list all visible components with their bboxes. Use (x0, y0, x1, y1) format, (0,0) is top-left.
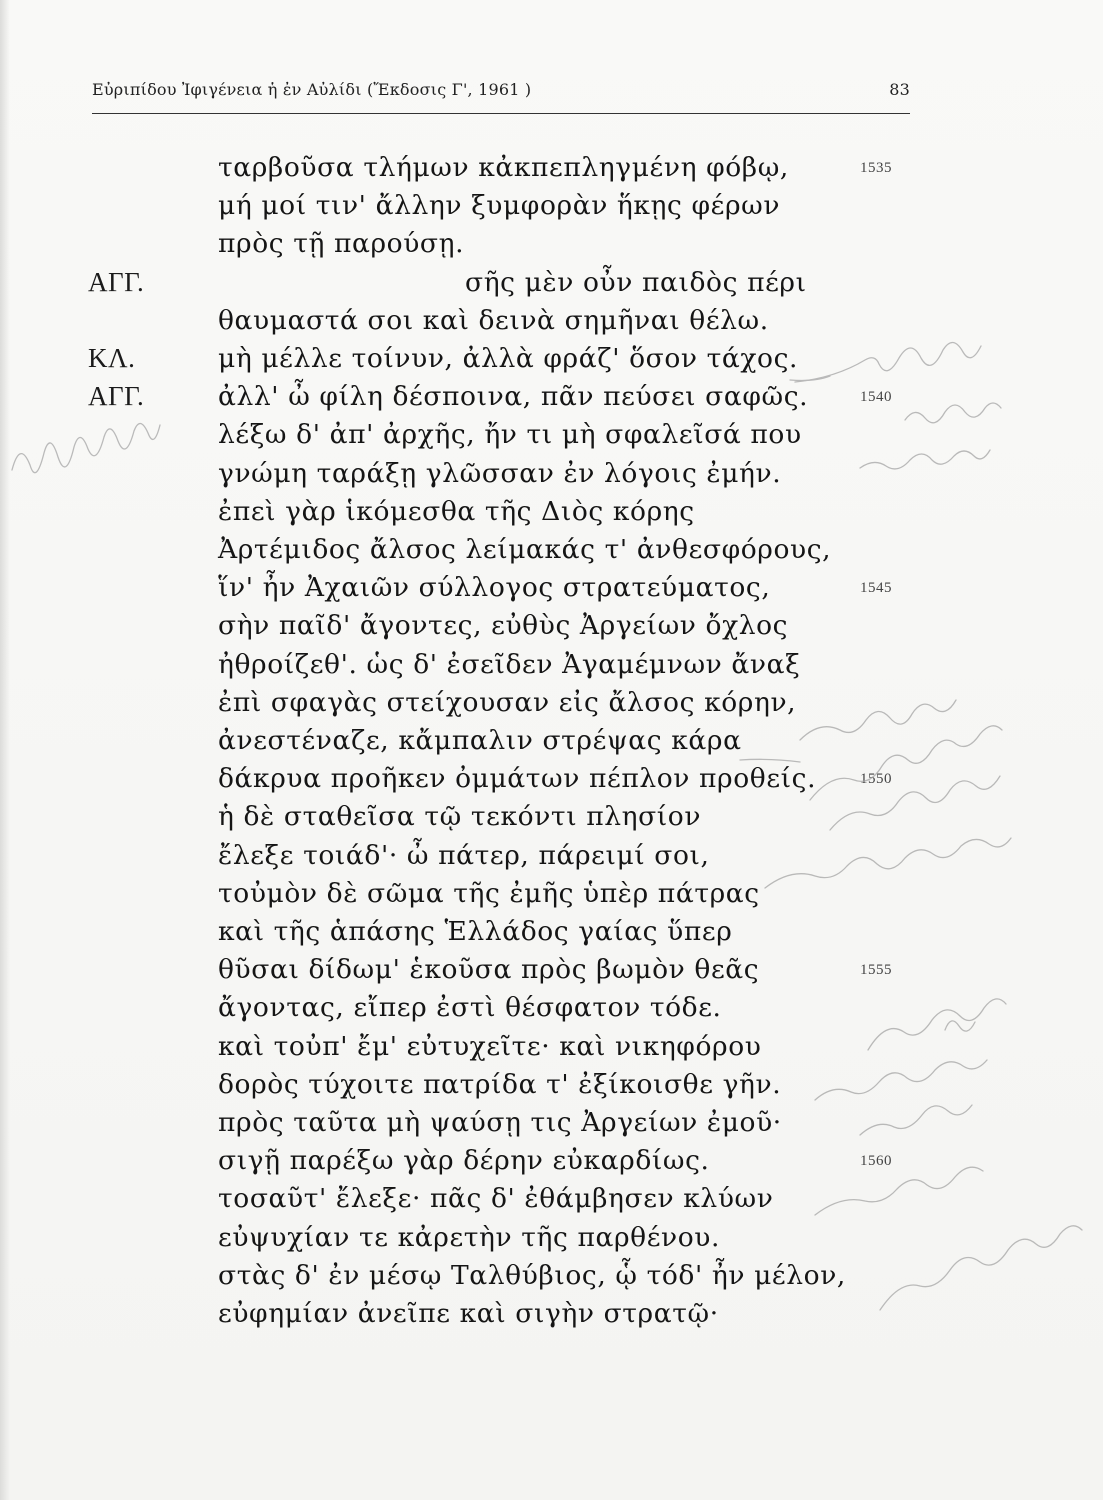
verse-line (0, 496, 1103, 536)
line-number: 1535 (860, 160, 892, 176)
verse-text: τοὐμὸν δὲ σῶμα τῆς ἐμῆς ὑπὲρ πάτρας (218, 877, 760, 909)
verse-line (0, 1031, 1103, 1071)
speaker-label: ΑΓΓ. (88, 266, 145, 297)
line-number: 1560 (860, 1153, 892, 1170)
verse-line (0, 419, 1103, 459)
verse-line (0, 649, 1103, 689)
verse-text: ἠθροίζεθ'. ὡς δ' ἐσεῖδεν Ἀγαμέμνων ἄναξ (218, 648, 801, 680)
running-head-title: Εὐριπίδου Ἰφιγένεια ἡ ἐν Αὐλίδι (Ἔκδοσις Γ', 1961 ) (92, 80, 532, 99)
verse-line (0, 1183, 1103, 1223)
verse-line (0, 610, 1103, 650)
verse-line (0, 534, 1103, 574)
verse-text: Ἀρτέμιδος ἄλσος λείμακάς τ' ἀνθεσφόρους, (218, 534, 832, 565)
verse-text: δορὸς τύχοιτε πατρίδα τ' ἐξίκοισθε γῆν. (218, 1068, 782, 1100)
verse-text: ἐπὶ σφαγὰς στείχουσαν εἰς ἄλσος κόρην, (218, 686, 797, 718)
verse-text: ταρβοῦσα τλήμων κἀκπεπληγμένη φόβῳ, (218, 152, 789, 183)
verse-text: μή μοί τιν' ἄλλην ξυμφορὰν ἥκῃς φέρων (218, 190, 781, 222)
verse-line (0, 1107, 1103, 1147)
verse-line (0, 763, 1103, 803)
verse-text: ἐπεὶ γὰρ ἱκόμεσθα τῆς Διὸς κόρης (218, 495, 695, 527)
verse-text: στὰς δ' ἐν μέσῳ Ταλθύβιος, ᾧ τόδ' ἦν μέλον, (218, 1259, 846, 1291)
verse-line (0, 572, 1103, 612)
verse-text: τοσαῦτ' ἔλεξε· πᾶς δ' ἐθάμβησεν κλύων (218, 1183, 774, 1215)
verse-text: σῆς μὲν οὖν παιδὸς πέρι (465, 266, 807, 298)
verse-text: ἀνεστέναζε, κἄμπαλιν στρέψας κάρα (218, 725, 742, 756)
verse-line (0, 725, 1103, 765)
line-number: 1550 (860, 771, 892, 788)
line-number: 1540 (860, 389, 892, 406)
verse-line (0, 992, 1103, 1032)
verse-text: ἵν' ἦν Ἀχαιῶν σύλλογος στρατεύματος, (218, 572, 771, 604)
verse-text: καὶ τοὐπ' ἔμ' εὐτυχεῖτε· καὶ νικηφόρου (218, 1030, 762, 1062)
line-number: 1555 (860, 962, 892, 979)
verse-line (0, 801, 1103, 841)
verse-text: λέξω δ' ἀπ' ἀρχῆς, ἤν τι μὴ σφαλεῖσά που (218, 419, 802, 451)
verse-line (0, 878, 1103, 918)
speaker-label: ΑΓΓ. (88, 381, 145, 412)
verse-line (0, 305, 1103, 345)
verse-text: ἀλλ' ὦ φίλη δέσποινα, πᾶν πεύσει σαφῶς. (218, 381, 809, 413)
verse-text: σιγῇ παρέξω γὰρ δέρην εὐκαρδίως. (218, 1145, 710, 1177)
verse-line (0, 916, 1103, 956)
verse-line (0, 190, 1103, 230)
verse-text: δάκρυα προῆκεν ὀμμάτων πέπλον προθείς. (218, 763, 817, 795)
speaker-label: ΚΛ. (88, 343, 136, 373)
line-number: 1545 (860, 580, 892, 597)
page-number: 83 (889, 80, 910, 99)
verse-line (0, 840, 1103, 880)
verse-text: σὴν παῖδ' ἄγοντες, εὐθὺς Ἀργείων ὄχλος (218, 610, 789, 642)
verse-line (0, 1069, 1103, 1109)
verse-text: μὴ μέλλε τοίνυν, ἀλλὰ φράζ' ὅσον τάχος. (218, 343, 799, 374)
verse-line (0, 1222, 1103, 1262)
verse-line (0, 1298, 1103, 1338)
verse-text: καὶ τῆς ἁπάσης Ἑλλάδος γαίας ὕπερ (218, 916, 733, 947)
verse-line (0, 152, 1103, 192)
verse-line (0, 267, 1103, 307)
verse-text: πρὸς ταῦτα μὴ ψαύσῃ τις Ἀργείων ἐμοῦ· (218, 1107, 782, 1138)
verse-line (0, 458, 1103, 498)
verse-text: ἡ δὲ σταθεῖσα τῷ τεκόντι πλησίον (218, 801, 702, 833)
verse-line (0, 343, 1103, 383)
verse-line (0, 954, 1103, 994)
verse-text: εὐφημίαν ἀνεῖπε καὶ σιγὴν στρατῷ· (218, 1298, 719, 1329)
verse-text: θῦσαι δίδωμ' ἑκοῦσα πρὸς βωμὸν θεᾶς (218, 954, 760, 986)
verse-line (0, 687, 1103, 727)
verse-line (0, 228, 1103, 268)
verse-line (0, 1145, 1103, 1185)
verse-text: εὐψυχίαν τε κἀρετὴν τῆς παρθένου. (218, 1221, 721, 1253)
verse-text: γνώμη ταράξῃ γλῶσσαν ἐν λόγοις ἐμήν. (218, 457, 782, 489)
verse-line (0, 1260, 1103, 1300)
verse-line (0, 381, 1103, 421)
verse-text: ἄγοντας, εἴπερ ἐστὶ θέσφατον τόδε. (218, 992, 722, 1024)
verse-text: ἔλεξε τοιάδ'· ὦ πάτερ, πάρειμί σοι, (218, 839, 710, 871)
verse-text: πρὸς τῇ παρούσῃ. (218, 228, 465, 260)
verse-text: θαυμαστά σοι καὶ δεινὰ σημῆναι θέλω. (218, 304, 769, 336)
